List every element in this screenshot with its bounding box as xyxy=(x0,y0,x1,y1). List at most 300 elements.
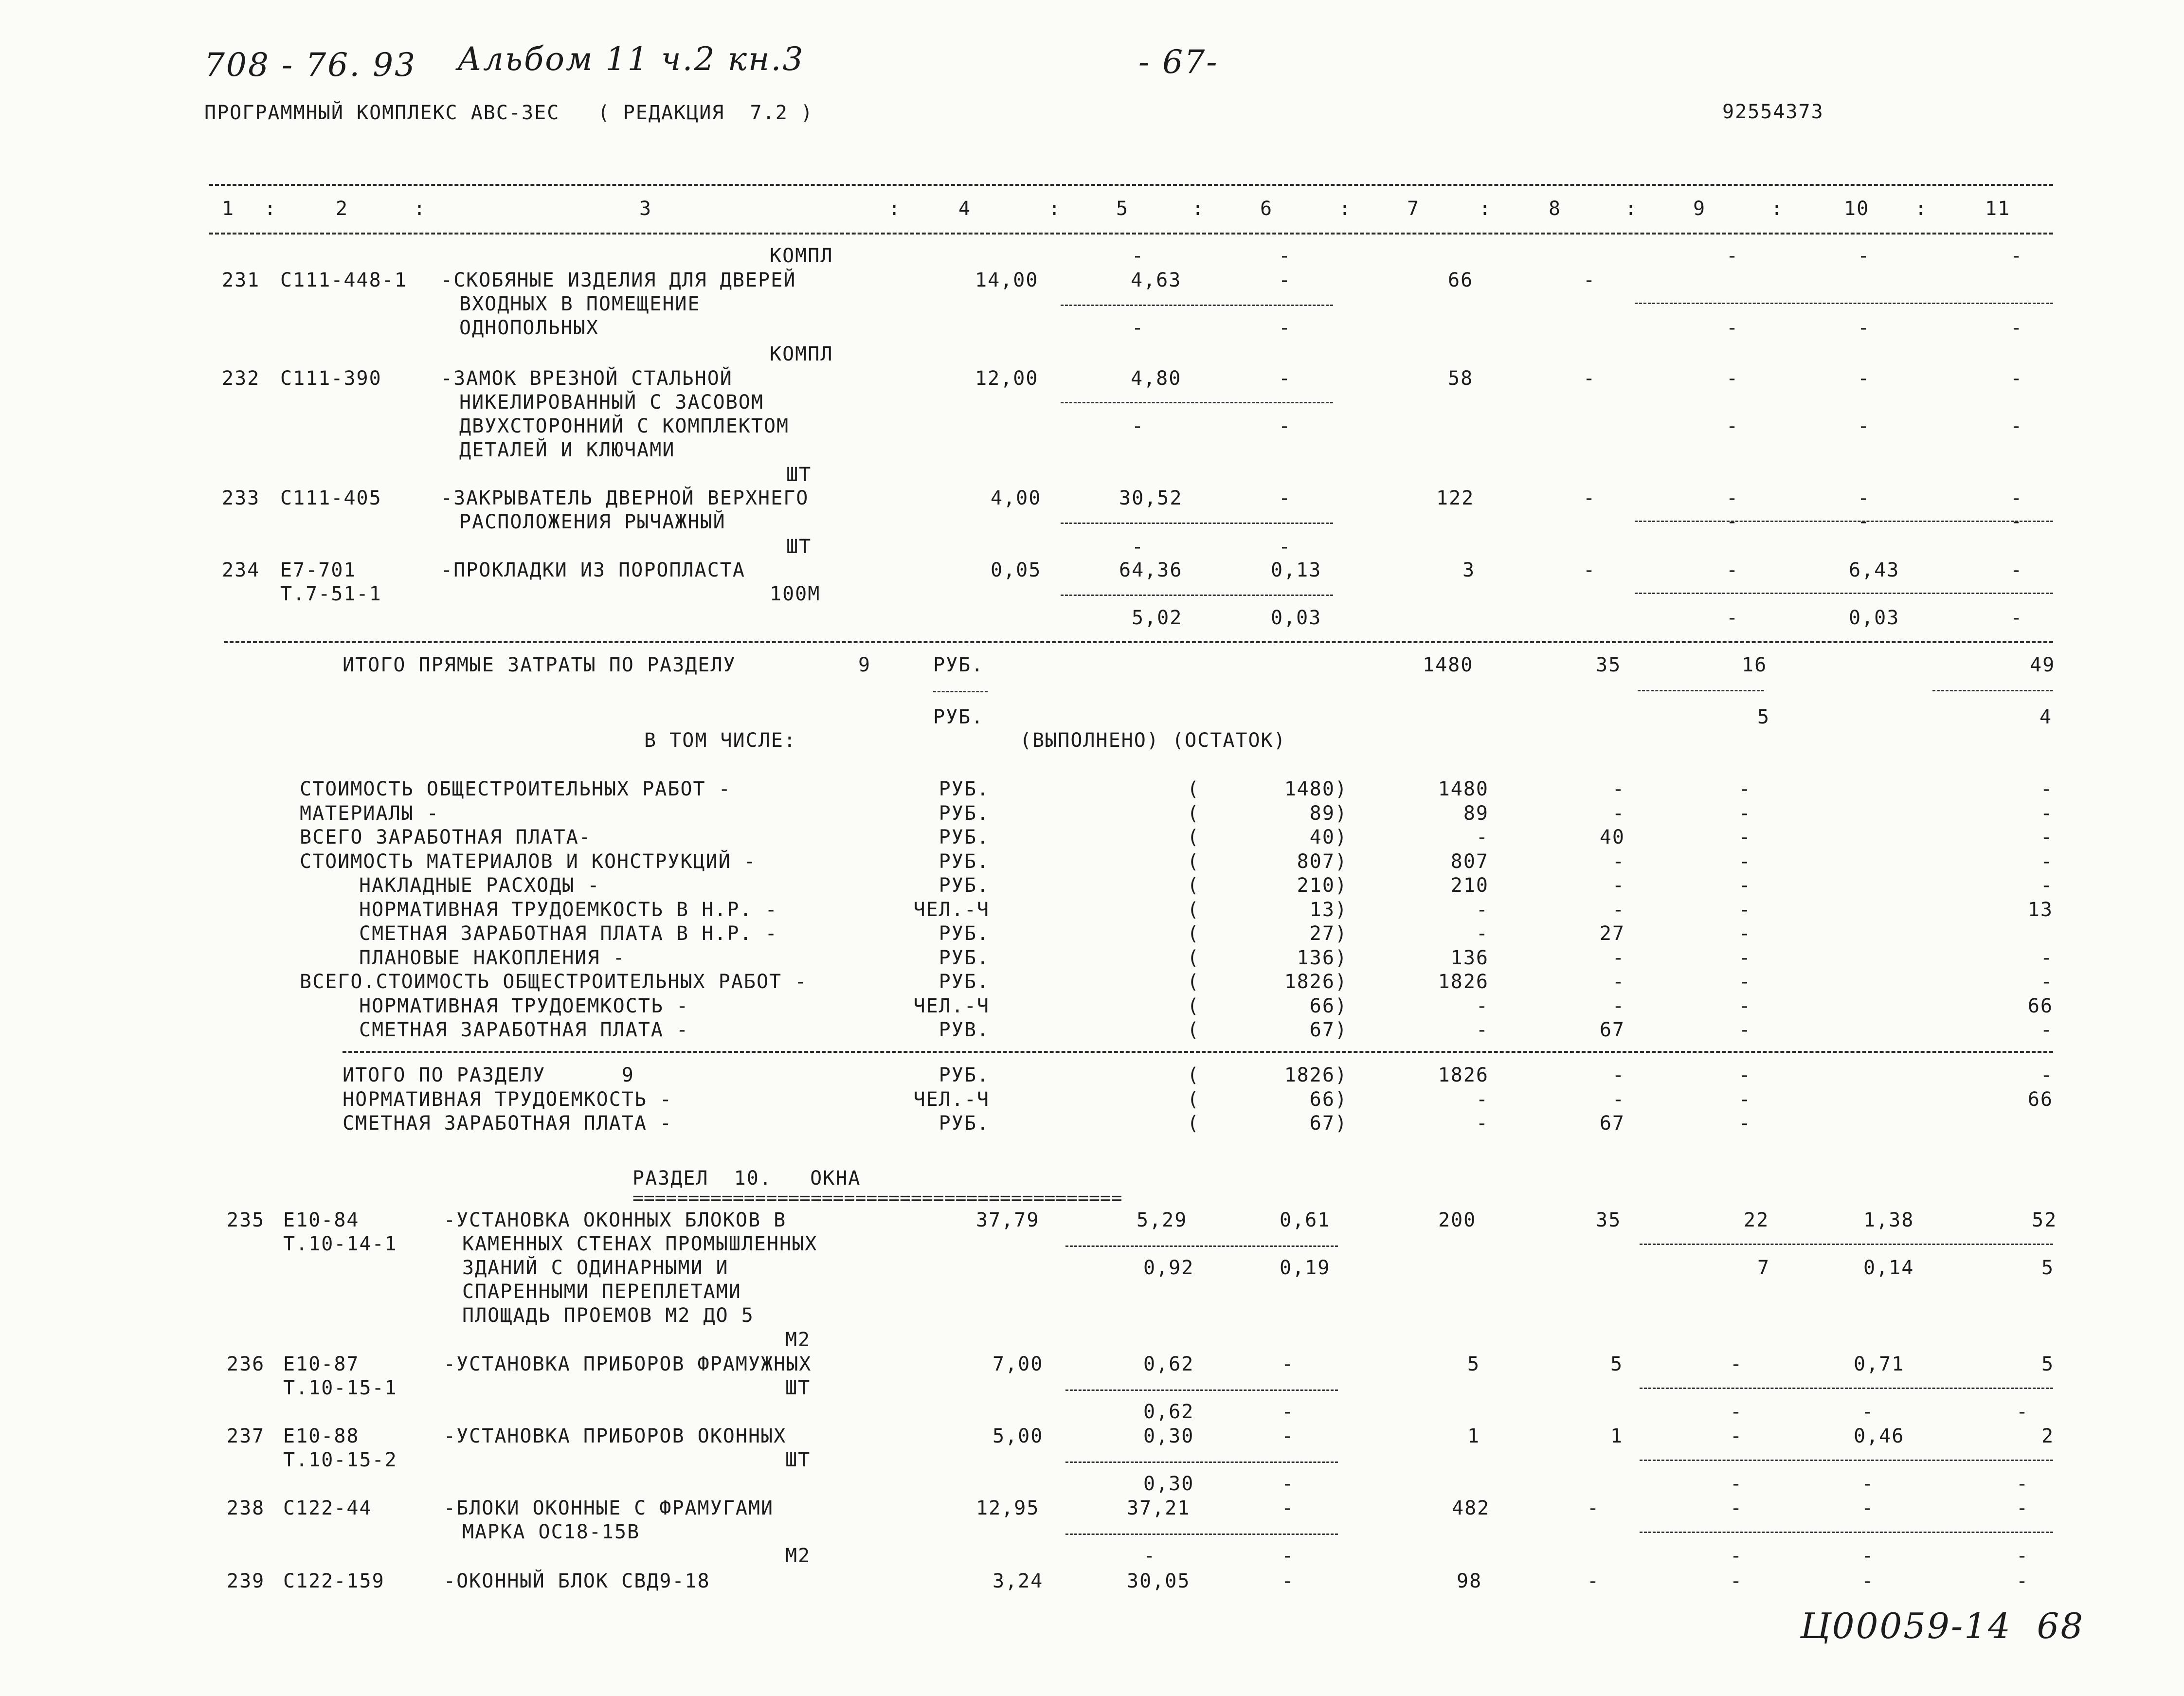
cell: - xyxy=(2040,971,2053,993)
cell: 136 xyxy=(1450,946,1489,969)
cell: - xyxy=(1476,1112,1489,1135)
cell: 4,00 xyxy=(991,487,1042,509)
section-total-label: СМЕТНАЯ ЗАРАБОТНАЯ ПЛАТА - xyxy=(343,1112,673,1135)
cell: 64,36 xyxy=(1119,559,1183,581)
col-header-11: 11 xyxy=(1985,198,2011,220)
cell: 35 xyxy=(1596,1209,1622,1231)
row-number: 232 xyxy=(222,367,260,390)
done-value: 1480) xyxy=(1284,778,1348,800)
cell: - xyxy=(1726,317,1739,339)
unit-label: РУБ. xyxy=(933,706,984,728)
cell: - xyxy=(1612,1088,1625,1111)
row-code: Е7-701 xyxy=(280,559,357,581)
unit-label: РУБ. xyxy=(939,826,990,848)
cell: 0,03 xyxy=(1849,607,1900,629)
done-value: 89) xyxy=(1309,802,1348,825)
done-value: 67) xyxy=(1309,1112,1348,1135)
unit-label: РУБ. xyxy=(939,778,990,800)
cell: - xyxy=(1279,367,1292,390)
cell: - xyxy=(1861,1545,1875,1567)
cell: 40 xyxy=(1599,826,1625,848)
sub-rule xyxy=(1061,595,1333,596)
cell: 2 xyxy=(2041,1425,2055,1447)
done-value: 66) xyxy=(1309,994,1348,1017)
cell: - xyxy=(1861,1401,1875,1423)
cell: 7 xyxy=(1757,1257,1770,1279)
cell: - xyxy=(1476,1019,1489,1041)
row-desc: ДЕТАЛЕЙ И КЛЮЧАМИ xyxy=(459,439,675,461)
archive-number: Ц00059-14 68 xyxy=(1800,1606,2085,1646)
row-number: 231 xyxy=(222,269,260,291)
row-code-2: Т.10-15-1 xyxy=(283,1377,397,1399)
cell: 6,43 xyxy=(1849,559,1900,581)
cell: 5 xyxy=(1467,1353,1480,1375)
cell: - xyxy=(1476,994,1489,1017)
sub-rule xyxy=(933,691,988,692)
row-desc: -УСТАНОВКА ПРИБОРОВ ФРАМУЖНЫХ xyxy=(444,1353,812,1375)
sub-rule xyxy=(1635,521,2053,522)
row-desc: -ЗАМОК ВРЕЗНОЙ СТАЛЬНОЙ xyxy=(441,367,733,390)
cell: - xyxy=(1858,415,1871,437)
col-header-10: 10 xyxy=(1844,198,1870,220)
document-code: 708 - 76. 93 xyxy=(204,46,417,84)
cell: - xyxy=(1738,826,1751,848)
col-header-4: 4 xyxy=(958,198,972,220)
row-number: 239 xyxy=(227,1570,265,1592)
sub-rule xyxy=(1061,402,1333,403)
cell: 0,14 xyxy=(1863,1257,1914,1279)
cell: - xyxy=(1279,317,1292,339)
unit-label: РУБ. xyxy=(939,946,990,969)
cell: 52 xyxy=(2032,1209,2058,1231)
unit-label: РУВ. xyxy=(939,1019,990,1041)
cell: 1,38 xyxy=(1863,1209,1914,1231)
cell: 16 xyxy=(1742,654,1768,676)
total-direct-section: 9 xyxy=(858,654,871,676)
cell: - xyxy=(1858,487,1871,509)
cell: - xyxy=(2010,559,2023,581)
cell: - xyxy=(1730,1497,1743,1519)
row-desc: ОДНОПОЛЬНЫХ xyxy=(459,317,599,339)
cell: 12,00 xyxy=(975,367,1039,390)
row-desc: ЗДАНИЙ С ОДИНАРНЫМИ И xyxy=(462,1257,729,1279)
unit-label: РУБ. xyxy=(933,654,984,676)
row-code: Е10-88 xyxy=(283,1425,360,1447)
unit-label: ШТ xyxy=(786,536,812,558)
cell: - xyxy=(1282,1353,1295,1375)
cell: - xyxy=(1738,971,1751,993)
sub-rule xyxy=(1065,1389,1338,1391)
cell: - xyxy=(1476,922,1489,945)
cell: - xyxy=(2010,415,2023,437)
done-value: 67) xyxy=(1309,1019,1348,1041)
summary-label: СТОИМОСТЬ МАТЕРИАЛОВ И КОНСТРУКЦИЙ - xyxy=(300,850,757,873)
cell: - xyxy=(1738,922,1751,945)
row-number: 235 xyxy=(227,1209,265,1231)
row-code: С111-405 xyxy=(280,487,382,509)
sub-rule xyxy=(1640,1460,2053,1461)
paren-open: ( xyxy=(1187,971,1200,993)
cell: 0,05 xyxy=(991,559,1042,581)
cell: - xyxy=(2010,607,2023,629)
cell: - xyxy=(1738,850,1751,873)
col-header-8: 8 xyxy=(1549,198,1562,220)
cell: - xyxy=(1612,778,1625,800)
section-underline: ============================================ xyxy=(632,1187,1122,1209)
col-header-3: 3 xyxy=(639,198,652,220)
cell: - xyxy=(1612,874,1625,897)
sub-rule xyxy=(1635,303,2053,304)
cell: - xyxy=(1738,994,1751,1017)
cell: - xyxy=(1730,1401,1743,1423)
table-header-rule xyxy=(209,233,2053,235)
cell: - xyxy=(1738,1019,1751,1041)
summary-label: НОРМАТИВНАЯ ТРУДОЕМКОСТЬ В Н.Р. - xyxy=(359,898,778,921)
section-rule xyxy=(343,1051,2053,1053)
paren-open: ( xyxy=(1187,874,1200,897)
cell: 1 xyxy=(1610,1425,1624,1447)
unit-label: РУБ. xyxy=(939,1112,990,1135)
paren-open: ( xyxy=(1187,1112,1200,1135)
done-value: 40) xyxy=(1309,826,1348,848)
row-number: 236 xyxy=(227,1353,265,1375)
cell: 37,79 xyxy=(976,1209,1040,1231)
cell: - xyxy=(1583,367,1596,390)
sub-rule xyxy=(1638,690,1764,691)
cell: 30,52 xyxy=(1119,487,1183,509)
cell: - xyxy=(1858,510,1871,533)
cell: 0,19 xyxy=(1280,1257,1331,1279)
cell: - xyxy=(1612,802,1625,825)
cell: - xyxy=(2040,946,2053,969)
sub-rule xyxy=(1065,1245,1338,1247)
row-desc: -ПРОКЛАДКИ ИЗ ПОРОПЛАСТА xyxy=(441,559,745,581)
cell: - xyxy=(1861,1473,1875,1495)
cell: 4,80 xyxy=(1131,367,1182,390)
cell: 1826 xyxy=(1438,971,1489,993)
cell: - xyxy=(1132,317,1145,339)
cell: - xyxy=(2010,317,2023,339)
row-desc: РАСПОЛОЖЕНИЯ РЫЧАЖНЫЙ xyxy=(459,511,726,533)
row-desc: -БЛОКИ ОКОННЫЕ С ФРАМУГАМИ xyxy=(444,1497,774,1519)
cell: - xyxy=(1738,802,1751,825)
cell: - xyxy=(1726,415,1739,437)
sub-rule xyxy=(1065,1534,1338,1535)
unit-label: ШТ xyxy=(786,464,812,486)
cell: 0,30 xyxy=(1143,1473,1194,1495)
unit-label: ЧЕЛ.-Ч xyxy=(913,994,990,1017)
summary-label: СМЕТНАЯ ЗАРАБОТНАЯ ПЛАТА В Н.Р. - xyxy=(359,922,778,945)
row-desc: -УСТАНОВКА ПРИБОРОВ ОКОННЫХ xyxy=(444,1425,787,1447)
unit-label: РУБ. xyxy=(939,1064,990,1086)
cell: - xyxy=(2040,1064,2053,1086)
cell: - xyxy=(1282,1401,1295,1423)
row-number: 238 xyxy=(227,1497,265,1519)
cell: - xyxy=(1143,1545,1156,1567)
section-total-label: ИТОГО ПО РАЗДЕЛУ 9 xyxy=(343,1064,634,1086)
cell: 98 xyxy=(1457,1570,1482,1592)
cell: 3,24 xyxy=(993,1570,1044,1592)
cell: 0,62 xyxy=(1143,1353,1194,1375)
row-code: С122-159 xyxy=(283,1570,385,1592)
paren-open: ( xyxy=(1187,826,1200,848)
cell: - xyxy=(1726,367,1739,390)
cell: 122 xyxy=(1436,487,1475,509)
cell: 0,62 xyxy=(1143,1401,1194,1423)
row-desc: -ЗАКРЫВАТЕЛЬ ДВЕРНОЙ ВЕРХНЕГО xyxy=(441,487,809,509)
cell: - xyxy=(1476,1088,1489,1111)
cell: 0,92 xyxy=(1143,1257,1194,1279)
cell: - xyxy=(2010,487,2023,509)
cell: 49 xyxy=(2030,654,2056,676)
cell: - xyxy=(2040,826,2053,848)
sub-rule xyxy=(1061,305,1333,306)
row-code: С111-390 xyxy=(280,367,382,390)
cell: - xyxy=(1587,1497,1600,1519)
cell: - xyxy=(2010,245,2023,267)
paren-open: ( xyxy=(1187,946,1200,969)
cell: - xyxy=(1726,245,1739,267)
cell: - xyxy=(1861,1570,1875,1592)
row-desc: -СКОБЯНЫЕ ИЗДЕЛИЯ ДЛЯ ДВЕРЕЙ xyxy=(441,269,796,291)
cell: - xyxy=(1583,269,1596,291)
cell: - xyxy=(2040,874,2053,897)
cell: - xyxy=(1279,487,1292,509)
cell: - xyxy=(1858,245,1871,267)
cell: - xyxy=(1612,1064,1625,1086)
cell: 66 xyxy=(2027,1088,2053,1111)
cell: 12,95 xyxy=(976,1497,1040,1519)
cell: 67 xyxy=(1599,1112,1625,1135)
cell: - xyxy=(1726,487,1739,509)
cell: 482 xyxy=(1452,1497,1490,1519)
cell: 4 xyxy=(2040,706,2053,728)
col-header-2: 2 xyxy=(336,198,349,220)
cell: - xyxy=(1282,1425,1295,1447)
cell: 58 xyxy=(1448,367,1474,390)
cell: - xyxy=(2016,1545,2029,1567)
paren-open: ( xyxy=(1187,1064,1200,1086)
row-desc: СПАРЕННЫМИ ПЕРЕПЛЕТАМИ xyxy=(462,1281,741,1303)
cell: - xyxy=(1738,946,1751,969)
cell: 27 xyxy=(1599,922,1625,945)
done-value: 136) xyxy=(1297,946,1348,969)
paren-open: ( xyxy=(1187,898,1200,921)
row-desc: ДВУХСТОРОННИЙ С КОМПЛЕКТОМ xyxy=(459,415,790,437)
cell: - xyxy=(1738,898,1751,921)
row-code-2: Т.7-51-1 xyxy=(280,583,382,605)
cell: - xyxy=(2016,1401,2029,1423)
sub-rule xyxy=(1640,1532,2053,1533)
cell: - xyxy=(1132,415,1145,437)
cell: - xyxy=(1279,536,1292,558)
cell: - xyxy=(1279,245,1292,267)
cell: - xyxy=(1282,1570,1295,1592)
cell: - xyxy=(1738,778,1751,800)
summary-label: МАТЕРИАЛЫ - xyxy=(300,802,439,825)
cell: - xyxy=(1858,317,1871,339)
cell: 1826 xyxy=(1438,1064,1489,1086)
cell: - xyxy=(1612,898,1625,921)
cell: 0,03 xyxy=(1271,607,1322,629)
cell: - xyxy=(1861,1497,1875,1519)
summary-label: ВСЕГО.СТОИМОСТЬ ОБЩЕСТРОИТЕЛЬНЫХ РАБОТ - xyxy=(300,971,808,993)
unit-label: КОМПЛ xyxy=(770,245,833,267)
row-number: 233 xyxy=(222,487,260,509)
cell: 66 xyxy=(2027,994,2053,1017)
sub-rule xyxy=(1065,1461,1338,1463)
row-code: Е10-87 xyxy=(283,1353,360,1375)
unit-label: М2 xyxy=(785,1545,811,1567)
cell: - xyxy=(1282,1473,1295,1495)
row-code: С122-44 xyxy=(283,1497,372,1519)
album-title: Альбом 11 ч.2 кн.3 xyxy=(457,40,805,78)
sub-rule xyxy=(1061,523,1333,524)
cell: - xyxy=(1726,559,1739,581)
cell: - xyxy=(1726,607,1739,629)
done-value: 66) xyxy=(1309,1088,1348,1111)
col-header-5: 5 xyxy=(1116,198,1129,220)
cell: - xyxy=(1282,1497,1295,1519)
row-desc: ПЛОЩАДЬ ПРОЕМОВ М2 ДО 5 xyxy=(462,1304,754,1327)
cell: - xyxy=(1730,1353,1743,1375)
cell: - xyxy=(1612,946,1625,969)
unit-label: КОМПЛ xyxy=(770,343,833,365)
cell: 0,71 xyxy=(1854,1353,1905,1375)
unit-label: РУБ. xyxy=(939,922,990,945)
sub-rule xyxy=(1640,1244,2053,1245)
sub-rule xyxy=(1640,1388,2053,1389)
paren-open: ( xyxy=(1187,1019,1200,1041)
cell: 0,61 xyxy=(1280,1209,1331,1231)
cell: - xyxy=(1738,1064,1751,1086)
summary-label: НАКЛАДНЫЕ РАСХОДЫ - xyxy=(359,874,600,897)
unit-label: РУБ. xyxy=(939,802,990,825)
cell: - xyxy=(1132,536,1145,558)
done-value: 27) xyxy=(1309,922,1348,945)
cell: - xyxy=(2016,1473,2029,1495)
cell: - xyxy=(2040,850,2053,873)
cell: - xyxy=(1738,1112,1751,1135)
section-title: РАЗДЕЛ 10. ОКНА xyxy=(632,1167,861,1190)
cell: 1 xyxy=(1467,1425,1480,1447)
doc-number: 92554373 xyxy=(1722,101,1824,123)
cell: - xyxy=(1738,874,1751,897)
summary-label: СМЕТНАЯ ЗАРАБОТНАЯ ПЛАТА - xyxy=(359,1019,689,1041)
cell: 1480 xyxy=(1423,654,1474,676)
cell: 200 xyxy=(1438,1209,1477,1231)
col-header-1: 1 xyxy=(222,198,235,220)
cell: - xyxy=(1583,487,1596,509)
cell: 35 xyxy=(1596,654,1622,676)
row-desc: НИКЕЛИРОВАННЫЙ С ЗАСОВОМ xyxy=(459,391,764,414)
section-total-label: НОРМАТИВНАЯ ТРУДОЕМКОСТЬ - xyxy=(343,1088,673,1111)
cell: 13 xyxy=(2027,898,2053,921)
col-header-9: 9 xyxy=(1693,198,1706,220)
done-value: 1826) xyxy=(1284,971,1348,993)
cell: - xyxy=(2040,802,2053,825)
col-header-7: 7 xyxy=(1407,198,1420,220)
cell: - xyxy=(1858,367,1871,390)
summary-label: НОРМАТИВНАЯ ТРУДОЕМКОСТЬ - xyxy=(359,994,689,1017)
row-desc: КАМЕННЫХ СТЕНАХ ПРОМЫШЛЕННЫХ xyxy=(462,1233,818,1255)
cell: 807 xyxy=(1450,850,1489,873)
paren-open: ( xyxy=(1187,778,1200,800)
unit-label: М2 xyxy=(785,1329,811,1351)
unit-label: ШТ xyxy=(785,1377,811,1399)
cell: 37,21 xyxy=(1127,1497,1191,1519)
paren-open: ( xyxy=(1187,922,1200,945)
cell: - xyxy=(1730,1473,1743,1495)
cell: 5,02 xyxy=(1132,607,1183,629)
summary-label: СТОИМОСТЬ ОБЩЕСТРОИТЕЛЬНЫХ РАБОТ - xyxy=(300,778,731,800)
col-header-6: 6 xyxy=(1260,198,1273,220)
done-value: 13) xyxy=(1309,898,1348,921)
unit-label: ШТ xyxy=(785,1449,811,1471)
summary-label: ВСЕГО ЗАРАБОТНАЯ ПЛАТА- xyxy=(300,826,592,848)
section-rule xyxy=(224,641,2053,643)
cell: - xyxy=(1612,994,1625,1017)
row-desc: ВХОДНЫХ В ПОМЕЩЕНИЕ xyxy=(459,293,701,315)
cell: - xyxy=(2040,778,2053,800)
cell: - xyxy=(1738,1088,1751,1111)
done-value: 807) xyxy=(1297,850,1348,873)
unit-label: ЧЕЛ.-Ч xyxy=(913,1088,990,1111)
row-desc: -УСТАНОВКА ОКОННЫХ БЛОКОВ В xyxy=(444,1209,787,1231)
cell: - xyxy=(1612,850,1625,873)
cell: - xyxy=(1476,898,1489,921)
cell: 0,30 xyxy=(1143,1425,1194,1447)
cell: 5 xyxy=(1757,706,1770,728)
row-code-2: Т.10-14-1 xyxy=(283,1233,397,1255)
cell: 5,00 xyxy=(993,1425,1044,1447)
cell: 14,00 xyxy=(975,269,1039,291)
cell: - xyxy=(1279,415,1292,437)
cell: - xyxy=(1730,1425,1743,1447)
table-top-rule xyxy=(209,184,2053,186)
cell: - xyxy=(1730,1545,1743,1567)
row-code: Е10-84 xyxy=(283,1209,360,1231)
sub-rule xyxy=(1635,593,2053,594)
cell: 5 xyxy=(2041,1353,2055,1375)
cell: 5,29 xyxy=(1137,1209,1188,1231)
cell: 4,63 xyxy=(1131,269,1182,291)
row-number: 234 xyxy=(222,559,260,581)
paren-open: ( xyxy=(1187,802,1200,825)
cell: 67 xyxy=(1599,1019,1625,1041)
cell: - xyxy=(2040,1019,2053,1041)
cell: 0,46 xyxy=(1854,1425,1905,1447)
cell: - xyxy=(2016,1497,2029,1519)
cell: - xyxy=(2016,1570,2029,1592)
row-desc: -ОКОННЫЙ БЛОК СВД9-18 xyxy=(444,1570,710,1592)
row-code-2: Т.10-15-2 xyxy=(283,1449,397,1471)
unit-label: ЧЕЛ.-Ч xyxy=(913,898,990,921)
unit-label: РУБ. xyxy=(939,971,990,993)
cell: 66 xyxy=(1448,269,1474,291)
done-value: 1826) xyxy=(1284,1064,1348,1086)
cell: - xyxy=(1587,1570,1600,1592)
cell: - xyxy=(1476,826,1489,848)
cell: - xyxy=(1279,269,1292,291)
cell: - xyxy=(1132,245,1145,267)
unit-label: РУБ. xyxy=(939,874,990,897)
cell: - xyxy=(2010,367,2023,390)
page-number: - 67- xyxy=(1138,43,1219,81)
paren-open: ( xyxy=(1187,1088,1200,1111)
unit-label: РУБ. xyxy=(939,850,990,873)
program-line: ПРОГРАММНЫЙ КОМПЛЕКС АВС-3ЕС ( РЕДАКЦИЯ 7.2 ) xyxy=(204,102,813,124)
